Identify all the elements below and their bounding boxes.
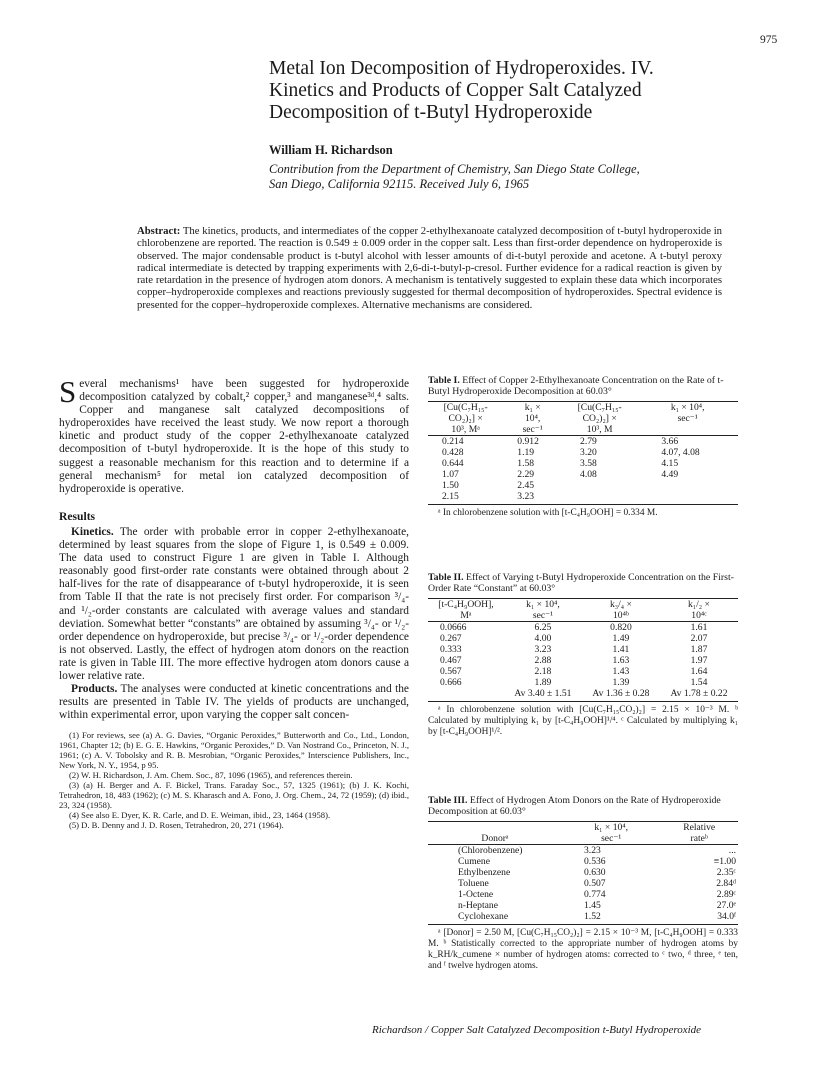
table-cell: 4.49	[661, 469, 679, 480]
table-cell: 3.23	[584, 845, 601, 856]
reference-item: (4) See also E. Dyer, K. R. Carle, and D. E. Weiman, ibid., 23, 1464 (1958).	[69, 810, 331, 821]
table-cell: 2.07	[690, 633, 708, 644]
table-caption-text: Effect of Copper 2-Ethylhexanoate Concentration on the Rate of t-Butyl Hydroperoxide Decomposition at 60.03°	[428, 375, 724, 397]
title-line: Decomposition of t-Butyl Hydroperoxide	[269, 102, 593, 123]
table-cell: 4.15	[661, 458, 679, 469]
table-label: Table I.	[428, 375, 460, 386]
reference-item: (3) (a) H. Berger and A. F. Bickel, Trans. Faraday Soc., 57, 1325 (1961); (b) J. K. Kochi, Tetrahedron, 18, 483 (1962); (c) M. S. Kharasch and A. Fono, J. Org. Chem., 24, 72 (1959); (d) ibid., 23, 324 (1958).	[59, 780, 409, 811]
table-cell: 0.333	[440, 644, 462, 655]
reference-item: (2) W. H. Richardson, J. Am. Chem. Soc., 87, 1096 (1965), and references therein.	[69, 770, 353, 781]
table-header-row	[428, 822, 738, 845]
page-number: 975	[760, 34, 778, 46]
table-row	[428, 458, 738, 469]
table-cell: 1-Octene	[458, 889, 494, 900]
table-cell: 0.630	[584, 867, 606, 878]
table-header-cell: k₁ × 10⁴, sec⁻¹	[522, 402, 543, 435]
intro-paragraph	[59, 374, 409, 496]
table-cell	[637, 480, 738, 491]
table-cell: 1.39	[612, 677, 630, 688]
author-name: William H. Richardson	[269, 143, 393, 157]
table-caption-text: Effect of Varying t-Butyl Hydroperoxide Concentration on the First-Order Rate “Constant” at 60.03°	[428, 572, 734, 594]
table-cell: 0.666	[440, 677, 462, 688]
average-cell: Av 1.36 ± 0.28	[592, 688, 650, 699]
kinetics-text: The order with probable error in copper 2-ethylhexanoate, determined by least squares from the slope of Figure 1, is 0.549 ± 0.009. The data used to construct Figure 1 are given in Table I. Although reasonably good first-order rate constants were obtained through about 2 half-lives for the rate of disappearance of t-butyl hydroperoxide, it is seen from Table II that the rate is not precisely first order. For comparison ³/₄- and ¹/₂-order constants are calculated with average values and standard deviation. Somewhat better “constants” are obtained by assuming ³/₄- or ¹/₂-order dependence on hydroperoxide, but precise ³/₄- or ¹/₂-order dependence is not observed. Lastly, the effect of hydrogen atom donors on the reaction rate is given in Table III. The more effective hydrogen atom donors cause a lower relative rate.	[59, 525, 409, 682]
table-cell: 1.58	[517, 458, 535, 469]
table-cell	[637, 491, 738, 502]
table-cell: Cumene	[458, 856, 490, 867]
table-row	[428, 666, 738, 677]
table-header-cell: [Cu(C₇H₁₅- CO₂)₂] × 10³, M	[577, 402, 622, 435]
table-cell: 1.50	[442, 480, 459, 491]
table-row	[428, 491, 738, 502]
table-footnote: ᵃ In chlorobenzene solution with [Cu(C₇H₁₅CO₂)₂] = 2.15 × 10⁻³ M. ᵇ Calculated by multiplying k₁ by [t-C₄H₉OOH]¹/⁴. ᶜ Calculated by multiplying k₁ by [t-C₄H₉OOH]¹/².	[428, 705, 738, 737]
title-line: Kinetics and Products of Copper Salt Catalyzed	[269, 80, 642, 101]
table-cell: 4.07, 4.08	[661, 447, 700, 458]
table-2	[428, 572, 738, 738]
table-cell: Cyclohexane	[458, 911, 509, 922]
kinetics-label: Kinetics.	[71, 525, 114, 538]
table-row	[428, 436, 738, 448]
table-header-cell: Relative rateᵇ	[683, 822, 716, 844]
references	[59, 730, 409, 830]
intro-text: everal mechanisms¹ have been suggested for hydroperoxide decomposition catalyzed by cobalt,² copper,³ and manganese³ᵈ,⁴ salts. Copper and manganese salt catalyzed decompositions of hydroperoxides have received the least study. We now report a thorough kinetic and product study of the copper 2-ethylhexanoate catalyzed decomposition of t-butyl hydroperoxide. It is the hope of this study to suggest a reasonable mechanism for this reaction and to determine if a general mechanism⁵ for metal ion catalyzed decomposition of hydroperoxide is operative.	[59, 378, 409, 495]
table-cell: 0.644	[442, 458, 464, 469]
table-label: Table II.	[428, 572, 464, 583]
table-caption-text: Effect of Hydrogen Atom Donors on the Rate of Hydroperoxide Decomposition at 60.03°	[428, 795, 721, 817]
table-cell: 2.18	[534, 666, 552, 677]
table-cell: 2.79	[580, 436, 597, 447]
data-table	[428, 401, 738, 502]
table-average-row	[428, 688, 738, 699]
reference-item: (1) For reviews, see (a) A. G. Davies, “Organic Peroxides,” Butterworth and Co., Ltd., London, 1961, Chapter 12; (b) E. G. E. Hawkins, “Organic Peroxides,” D. Van Nostrand Co., Princeton, N. J., 1961; (c) A. V. Tobolsky and R. B. Mesrobian, “Organic Peroxides,” Interscience Publishers, Inc., New York, N. Y., 1954, p 95.	[59, 730, 409, 771]
affiliation	[269, 162, 640, 192]
table-header-row	[428, 599, 738, 622]
table-cell: Ethylbenzene	[458, 867, 511, 878]
products-label: Products.	[71, 683, 118, 696]
table-cell: 27.0ᵉ	[716, 900, 736, 911]
table-row	[428, 655, 738, 666]
table-footnote: ᵃ [Donor] = 2.50 M, [Cu(C₇H₁₅CO₂)₂] = 2.15 × 10⁻³ M, [t-C₄H₉OOH] = 0.333 M. ᵇ Statistically corrected to the appropriate number of hydrogen atoms by k_RH/k_cumene × number of hydrogen atoms: corrected to ᶜ two, ᵈ three, ᵉ ten, and ᶠ twelve hydrogen atoms.	[428, 928, 738, 971]
table-cell: 1.07	[442, 469, 459, 480]
table-row	[428, 644, 738, 655]
table-cell: 6.25	[534, 622, 552, 633]
table-cell: 1.19	[517, 447, 535, 458]
table-row	[428, 911, 738, 922]
data-table	[428, 598, 738, 699]
table-body	[428, 845, 738, 923]
table-body	[428, 622, 738, 689]
table-cell: 1.97	[690, 655, 708, 666]
products-paragraph	[59, 683, 409, 722]
table-row	[428, 900, 738, 911]
drop-cap: S	[59, 374, 77, 409]
running-footer: Richardson / Copper Salt Catalyzed Decomposition t-Butyl Hydroperoxide	[372, 1024, 702, 1036]
table-cell: 0.507	[584, 878, 606, 889]
table-cell: 0.774	[584, 889, 606, 900]
table-cell: 2.88	[534, 655, 552, 666]
table-cell: 1.45	[584, 900, 601, 911]
table-cell: 3.20	[580, 447, 597, 458]
table-row	[428, 622, 738, 634]
table-cell: 0.536	[584, 856, 606, 867]
table-footnote: ᵃ In chlorobenzene solution with [t-C₄H₉OOH] = 0.334 M.	[438, 508, 658, 518]
table-cell: 2.29	[517, 469, 535, 480]
article-title	[269, 58, 759, 124]
products-text: The analyses were conducted at kinetic concentrations and the results are presented in Table IV. The yields of products are unchanged, within experimental error, upon varying the copper salt concen-	[59, 683, 409, 722]
table-cell: 0.467	[440, 655, 462, 666]
table-cell: 1.61	[690, 622, 708, 633]
table-row	[428, 889, 738, 900]
average-cell: Av 1.78 ± 0.22	[670, 688, 728, 699]
data-table	[428, 821, 738, 922]
table-row	[428, 480, 738, 491]
average-cell: Av 3.40 ± 1.51	[514, 688, 572, 699]
table-row	[428, 845, 738, 857]
table-body	[428, 436, 738, 503]
table-cell: 0.0666	[440, 622, 467, 633]
table-header-cell: [Cu(C₇H₁₅- CO₂)₂] × 10³, Mᵃ	[443, 402, 488, 435]
table-header-cell: [t-C₄H₉OOH], Mᵃ	[438, 599, 494, 621]
table-row	[428, 469, 738, 480]
table-cell: 1.89	[534, 677, 552, 688]
table-row	[428, 677, 738, 688]
table-row	[428, 878, 738, 889]
table-cell: 1.63	[612, 655, 630, 666]
table-cell: 0.214	[442, 436, 464, 447]
table-header-cell: k₁/₂ × 10⁴ᶜ	[687, 599, 710, 621]
table-label: Table III.	[428, 795, 468, 806]
table-header-cell: Donorᵃ	[481, 833, 509, 844]
table-cell: ...	[728, 845, 736, 856]
table-cell: 2.84ᵈ	[716, 878, 736, 889]
table-header-cell: k₃/₄ × 10⁴ᵇ	[609, 599, 632, 621]
table-header-cell: k₁ × 10⁴, sec⁻¹	[670, 402, 705, 424]
abstract-label: Abstract:	[137, 225, 181, 237]
table-cell: (Chlorobenzene)	[458, 845, 523, 856]
table-cell: 0.267	[440, 633, 462, 644]
left-column	[59, 374, 409, 831]
table-cell: 2.45	[517, 480, 535, 491]
table-cell	[562, 491, 637, 502]
table-1	[428, 375, 738, 519]
affiliation-line: San Diego, California 92115. Received July 6, 1965	[269, 177, 530, 191]
table-caption	[428, 375, 738, 397]
table-header-row	[428, 402, 738, 436]
kinetics-paragraph	[59, 526, 409, 683]
table-cell: 4.08	[580, 469, 597, 480]
table-cell: 1.43	[612, 666, 630, 677]
results-heading: Results	[59, 509, 96, 523]
table-cell: 2.89ᶜ	[716, 889, 736, 900]
table-cell: 1.41	[612, 644, 630, 655]
table-cell: 0.567	[440, 666, 462, 677]
table-cell: Toluene	[458, 878, 489, 889]
table-cell: 2.15	[442, 491, 459, 502]
table-row	[428, 867, 738, 878]
table-cell	[562, 480, 637, 491]
table-cell: 0.912	[517, 436, 539, 447]
table-cell: 1.49	[612, 633, 630, 644]
table-cell: 1.87	[690, 644, 708, 655]
abstract-text: The kinetics, products, and intermediates of the copper 2-ethylhexanoate catalyzed decomposition of t-butyl hydroperoxide in chlorobenzene are reported. The reaction is 0.549 ± 0.009 order in the copper salt. Less than first-order dependence on hydroperoxide is observed. The major condensable product is t-butyl alcohol with lesser amounts of di-t-butyl peroxide and acetone. A t-butyl peroxy radical intermediate is detected by trapping experiments with 2,6-di-t-butyl-p-cresol. Further evidence for a radical reaction is given by rate retardation in the presence of hydrogen atom donors. A mechanism is tentatively suggested to explain these data which incorporates copper–hydroperoxide complexes and reactions previously suggested for thermal decomposition of hydroperoxides. Spectral evidence is presented for the copper–hydroperoxide complexes. Alternative mechanisms are considered.	[137, 225, 723, 311]
table-cell: 34.0ᶠ	[717, 911, 736, 922]
table-caption	[428, 572, 738, 594]
title-line: Metal Ion Decomposition of Hydroperoxides. IV.	[269, 58, 654, 79]
table-row	[428, 447, 738, 458]
table-cell: 3.23	[517, 491, 535, 502]
table-cell: 3.23	[534, 644, 552, 655]
table-cell: 1.54	[690, 677, 708, 688]
abstract	[137, 225, 722, 311]
table-cell: 0.820	[610, 622, 632, 633]
affiliation-line: Contribution from the Department of Chemistry, San Diego State College,	[269, 162, 640, 176]
table-header-cell: k₁ × 10⁴, sec⁻¹	[594, 822, 629, 844]
table-cell: ≡1.00	[713, 856, 736, 867]
table-cell: 1.52	[584, 911, 601, 922]
table-cell: 4.00	[534, 633, 552, 644]
table-caption	[428, 795, 738, 817]
table-cell: 2.35ᶜ	[716, 867, 736, 878]
table-cell: n-Heptane	[458, 900, 498, 911]
table-row	[428, 633, 738, 644]
table-cell: 3.66	[661, 436, 679, 447]
table-3	[428, 795, 738, 972]
table-row	[428, 856, 738, 867]
reference-item: (5) D. B. Denny and J. D. Rosen, Tetrahedron, 20, 271 (1964).	[69, 820, 284, 831]
table-cell: 0.428	[442, 447, 464, 458]
table-header-cell: k₁ × 10⁴, sec⁻¹	[526, 599, 560, 621]
table-cell: 3.58	[580, 458, 597, 469]
table-cell: 1.64	[690, 666, 708, 677]
